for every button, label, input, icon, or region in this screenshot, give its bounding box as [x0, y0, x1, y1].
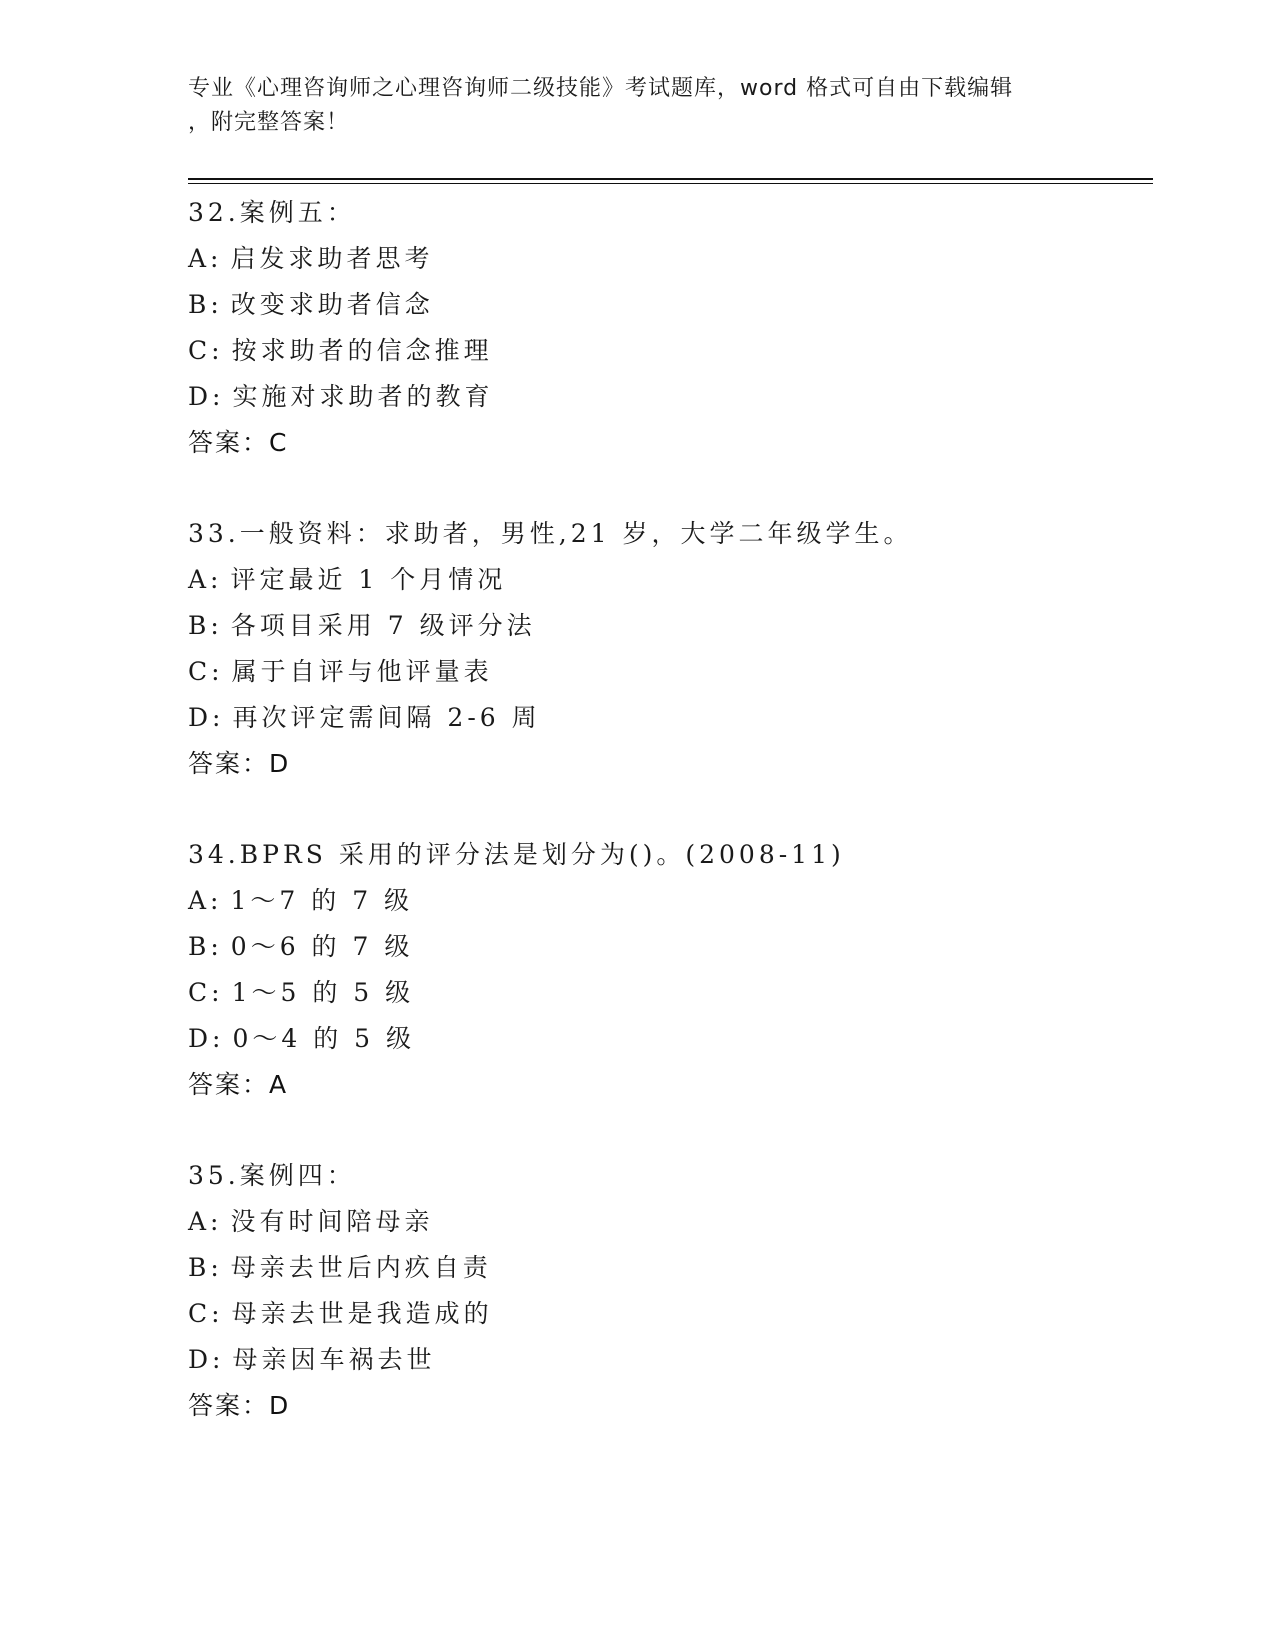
answer-line: 答案：D [188, 749, 291, 778]
option-label: C: [188, 657, 224, 686]
option-label: C: [188, 336, 224, 365]
option-label: C: [188, 1299, 224, 1328]
option-text: 没有时间陪母亲 [230, 1207, 434, 1236]
answer-line: 答案：C [188, 428, 289, 457]
option-text: 0～4 的 5 级 [232, 1024, 416, 1053]
option-b [188, 603, 1148, 649]
option-text: 1～5 的 5 级 [231, 978, 415, 1007]
option-label: D: [188, 1345, 225, 1374]
option-label: A: [188, 886, 223, 915]
option-a [188, 557, 1148, 603]
option-d [188, 1016, 1148, 1062]
option-text: 母亲去世后内疚自责 [230, 1253, 492, 1282]
option-label: D: [188, 382, 225, 411]
option-label: B: [188, 1253, 223, 1282]
question-35 [188, 1153, 1148, 1429]
question-32 [188, 190, 1148, 466]
option-text: 实施对求助者的教育 [232, 382, 494, 411]
option-label: B: [188, 932, 223, 961]
option-label: A: [188, 244, 223, 273]
option-c [188, 970, 1148, 1016]
question-title: 34.BPRS 采用的评分法是划分为()。(2008-11) [188, 840, 845, 869]
option-b [188, 924, 1148, 970]
option-text: 各项目采用 7 级评分法 [230, 611, 536, 640]
option-text: 启发求助者思考 [230, 244, 434, 273]
option-label: A: [188, 1207, 223, 1236]
option-d [188, 1337, 1148, 1383]
option-label: D: [188, 1024, 225, 1053]
header-text-line-1: 专业《心理咨询师之心理咨询师二级技能》考试题库，word 格式可自由下载编辑 [188, 76, 1014, 101]
header-text-line-2: ，附完整答案！ [188, 110, 350, 135]
option-label: B: [188, 290, 223, 319]
option-text: 再次评定需间隔 2-6 周 [232, 703, 541, 732]
option-label: B: [188, 611, 223, 640]
option-text: 属于自评与他评量表 [231, 657, 493, 686]
option-label: C: [188, 978, 224, 1007]
question-33 [188, 511, 1148, 787]
option-text: 1～7 的 7 级 [230, 886, 414, 915]
option-text: 母亲去世是我造成的 [231, 1299, 493, 1328]
header-divider-thick [188, 178, 1153, 180]
option-c [188, 1291, 1148, 1337]
question-title: 33.一般资料：求助者，男性,21 岁，大学二年级学生。 [188, 519, 913, 548]
document-header [188, 72, 1088, 140]
option-d [188, 374, 1148, 420]
option-a [188, 1199, 1148, 1245]
question-title: 32.案例五： [188, 198, 356, 227]
answer-line: 答案：A [188, 1070, 289, 1099]
option-label: A: [188, 565, 223, 594]
option-text: 改变求助者信念 [230, 290, 434, 319]
option-text: 按求助者的信念推理 [231, 336, 493, 365]
option-b [188, 282, 1148, 328]
option-a [188, 236, 1148, 282]
question-34 [188, 832, 1148, 1108]
option-text: 母亲因车祸去世 [232, 1345, 436, 1374]
question-list [188, 190, 1148, 1474]
question-title: 35.案例四： [188, 1161, 356, 1190]
option-text: 0～6 的 7 级 [230, 932, 414, 961]
option-c [188, 328, 1148, 374]
option-label: D: [188, 703, 225, 732]
option-b [188, 1245, 1148, 1291]
header-divider-thin [188, 183, 1153, 184]
option-c [188, 649, 1148, 695]
option-a [188, 878, 1148, 924]
option-d [188, 695, 1148, 741]
option-text: 评定最近 1 个月情况 [230, 565, 507, 594]
answer-line: 答案：D [188, 1391, 291, 1420]
